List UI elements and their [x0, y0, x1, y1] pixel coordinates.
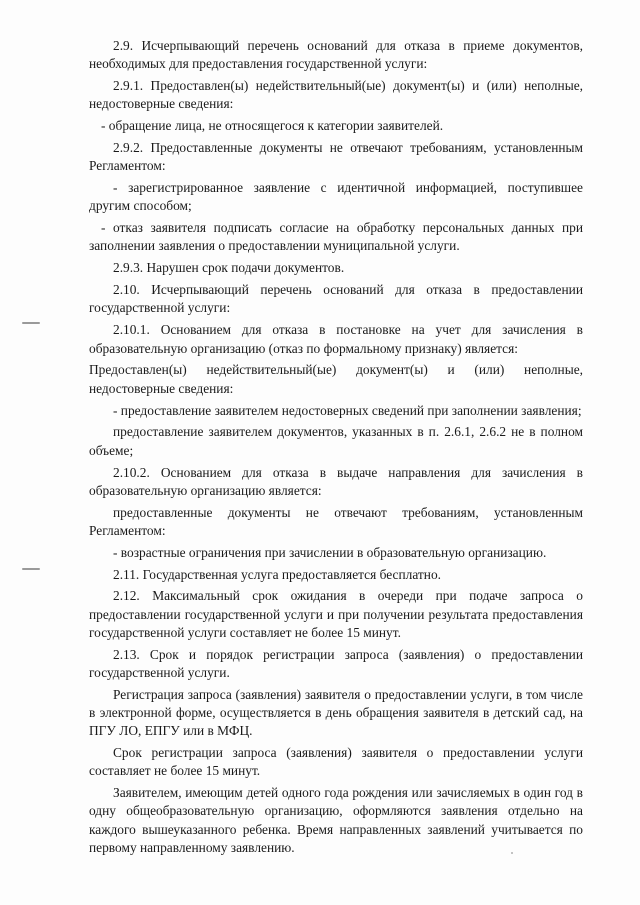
paragraph: Срок регистрации запроса (заявления) заявителя о предоставлении услуги составляет не более 15 минут. [89, 745, 583, 779]
paragraph-2-10-2: 2.10.2. Основанием для отказа в выдаче направления для зачисления в образовательную организацию является: [89, 464, 583, 498]
list-item: - возрастные ограничения при зачислении в образовательную организацию. [113, 544, 547, 560]
paragraph-2-9-2: 2.9.2. Предоставленные документы не отвечают требованиям, установленным Регламентом: [89, 140, 583, 174]
punch-hole-mark [22, 568, 40, 570]
paragraph-2-9-3: 2.9.3. Нарушен срок подачи документов. [113, 260, 345, 276]
list-item: - обращение лица, не относящегося к категории заявителей. [101, 118, 444, 134]
paragraph: Предоставлен(ы) недействительный(ые) документ(ы) и (или) неполные, недостоверные сведения: [89, 362, 583, 396]
paragraph: предоставленные документы не отвечают требованиям, установленным Регламентом: [89, 504, 583, 538]
paragraph: Регистрация запроса (заявления) заявителя о предоставлении услуги, в том числе в электронной форме, осуществляется в день обращения заявителя в детский сад, на ПГУ ЛО, ЕПГУ или в МФЦ. [89, 686, 583, 739]
list-item: - зарегистрированное заявление с идентичной информацией, поступившее другим способом; [89, 180, 583, 214]
list-item: - отказ заявителя подписать согласие на обработку персональных данных при заполнении заявления о предоставлении муниципальной услуги. [89, 220, 583, 254]
paragraph-2-12: 2.12. Максимальный срок ожидания в очереди при подаче запроса о предоставлении государственной услуги и при получении результата предоставления государственной услуги составляет не более 15 минут. [89, 588, 583, 640]
document-body [89, 37, 583, 861]
punch-hole-mark [22, 322, 40, 324]
paragraph-2-9-1: 2.9.1. Предоставлен(ы) недействительный(ые) документ(ы) и (или) неполные, недостоверные сведения: [89, 78, 583, 112]
list-item: предоставление заявителем документов, указанных в п. 2.6.1, 2.6.2 не в полном объеме; [89, 424, 583, 458]
paragraph-2-13: 2.13. Срок и порядок регистрации запроса (заявления) о предоставлении государственной услуги. [89, 646, 583, 680]
paragraph-2-10: 2.10. Исчерпывающий перечень оснований для отказа в предоставлении государственной услуги: [89, 282, 583, 316]
paragraph-2-11: 2.11. Государственная услуга предоставляется бесплатно. [113, 566, 441, 582]
paragraph-2-9: 2.9. Исчерпывающий перечень оснований для отказа в приеме документов, необходимых для предоставления государственной услуги: [89, 38, 583, 72]
paragraph: Заявителем, имеющим детей одного года рождения или зачисляемых в один год в одну общеобразовательную организацию, оформляются заявления отдельно на каждого вышеуказанного ребенка. Время направленных заявлений учитывается по первому направленному заявлению. [89, 785, 583, 855]
paragraph-2-10-1: 2.10.1. Основанием для отказа в постановке на учет для зачисления в образовательную организацию (отказ по формальному признаку) является: [89, 322, 583, 356]
list-item: - предоставление заявителем недостоверных сведений при заполнении заявления; [113, 402, 582, 418]
